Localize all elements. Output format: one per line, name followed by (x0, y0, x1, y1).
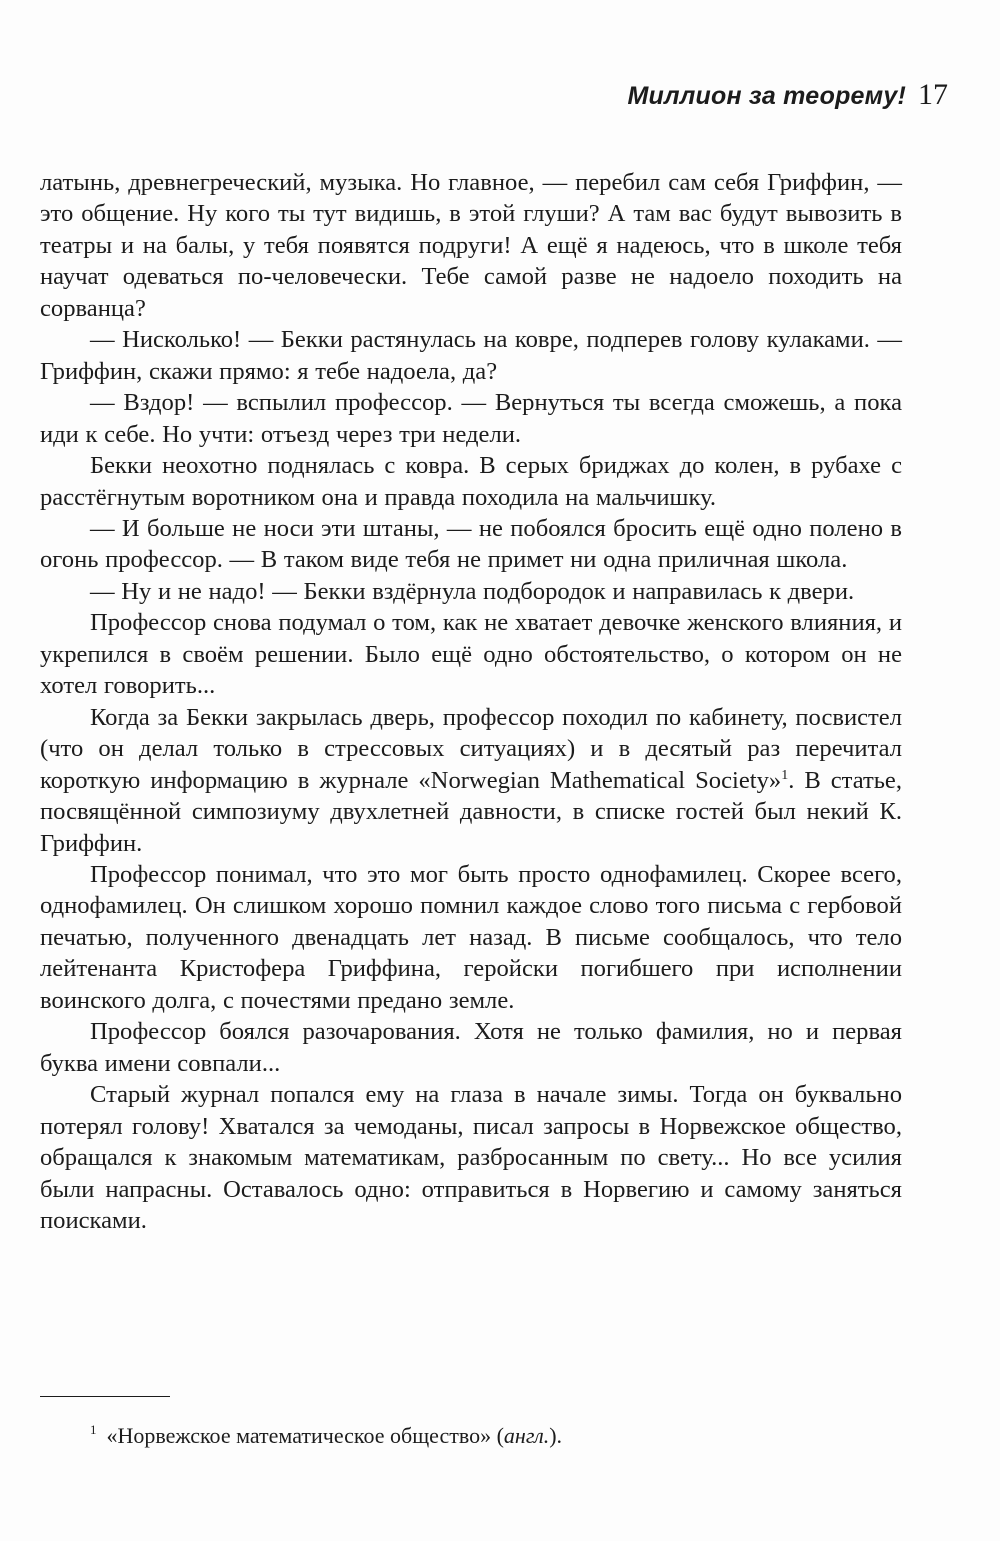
paragraph-text: . В статье, посвящённой симпозиуму двухлетней давности, в списке гостей был некий К. Гриффин. (40, 766, 902, 857)
paragraph: — Нисколько! — Бекки растянулась на ковре, подперев голову кулаками. — Гриффин, скажи прямо: я тебе надоела, да? (40, 326, 902, 385)
footnote-lang-close: ). (549, 1423, 563, 1448)
paragraph: Старый журнал попался ему на глаза в начале зимы. Тогда он буквально потерял голову! Хватался за чемоданы, писал запросы в Норвежское общество, обращался к знакомым математикам, разбросанным по свету... Но все усилия были напрасны. Оставалось одно: отправиться в Норвегию и самому заняться поисками. (40, 1081, 902, 1234)
footnote (90, 1421, 562, 1451)
paragraph: — Вздор! — вспылил профессор. — Вернуться ты всегда сможешь, а пока иди к себе. Но учти: отъезд через три недели. (40, 389, 902, 448)
paragraph: — Ну и не надо! — Бекки вздёрнула подбородок и направилась к двери. (90, 577, 855, 605)
body-text (40, 167, 902, 1236)
paragraph: — И больше не носи эти штаны, — не побоялся бросить ещё одно полено в огонь профессор. — В таком виде тебя не примет ни одна приличная школа. (40, 514, 902, 574)
footnote-divider (40, 1396, 170, 1397)
page-number: 17 (918, 78, 948, 111)
paragraph: Профессор понимал, что это мог быть просто однофамилец. Скорее всего, однофамилец. Он слишком хорошо помнил каждое слово того письма с гербовой печатью, полученного двенадцать лет назад. В письме сообщалось, что тело лейтенанта Кристофера Гриффина, геройски погибшего при исполнении воинского долга, с почестями предано земле. (40, 860, 902, 1014)
paragraph-with-footnote (40, 702, 902, 859)
paragraph: латынь, древнегреческий, музыка. Но главное, — перебил сам себя Гриффин, — это общение. Ну кого ты тут видишь, в этой глуши? А там вас будут вывозить в театры и на балы, у тебя появятся подруги! А ещё я надеюсь, что в школе тебя научат одеваться по-человечески. Тебе самой разве не надоело походить на сорванца? (40, 169, 902, 322)
running-head (628, 78, 948, 112)
footnote-text: «Норвежское математическое общество» (106, 1423, 492, 1448)
footnote-language: англ. (503, 1423, 550, 1448)
paragraph: Бекки неохотно поднялась с ковра. В серых бриджах до колен, в рубахе с расстёгнутым воротником она и правда походила на мальчишку. (40, 452, 902, 511)
footnote-reference[interactable]: 1 (781, 767, 789, 783)
paragraph: Профессор снова подумал о том, как не хватает девочке женского влияния, и укрепился в своём решении. Было ещё одно обстоятельство, о котором он не хотел говорить... (40, 609, 902, 700)
paragraph: Профессор боялся разочарования. Хотя не только фамилия, но и первая буква имени совпали... (40, 1018, 902, 1077)
footnote-mark: 1 (90, 1422, 97, 1437)
running-title: Миллион за теорему! (627, 82, 906, 110)
paragraph-text: Когда за Бекки закрылась дверь, профессор походил по кабинету, посвистел (что он делал только в стрессовых ситуациях) и в десятый раз перечитал короткую информацию в журнале «Norwegian Mathematical Society» (40, 703, 902, 794)
footnote-lang-open: ( (491, 1423, 504, 1448)
